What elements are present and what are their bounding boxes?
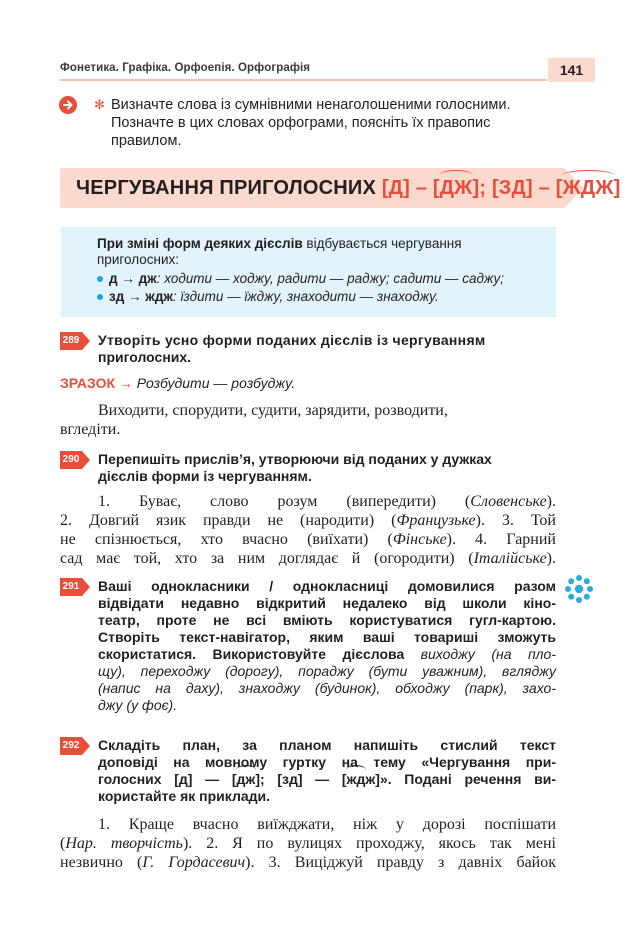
exercise-291-task: Ваші однокласники / однокласниці домовилися разом відвідати недавно відкритий недалеко від школи кіно- театр, проте не всі вміють користуватися гугл-картою. Створіть текст-навігатор, яким ваші товариші зможуть скористатися. Використовуйте дієслова виходжу (на пло- щу), переходжу (дорогу), пораджу (бути уважним), вгляджу (напис на даху), знаходжу (будинок), обходжу (парк), захо- джу (у фоє). [98,578,557,713]
exercise-292-sentences: 1. Краще вчасно виїжджати, ніж у дорозі поспішати (Нар. творчість). 2. Я по вулицях проходжу, якось так мені незвично (Г. Гордасевич). 3. Виціджуй правду з давніх байок [60,816,557,871]
exercise-289-words: Виходити, спорудити, судити, зарядити, розводити, вгледіти. [60,402,448,438]
sample-text: Розбудити — розбуджу. [136,375,296,391]
exercise-290-task: Перепишіть прислів’я, утворюючи від поданих у дужках дієслів форми із чергуванням. [98,451,492,484]
flower-icon [563,573,595,605]
arrow-right-icon [59,96,77,114]
title-main: ЧЕРГУВАННЯ ПРИГОЛОСНИХ [76,177,377,199]
rule-lead: При зміні форм деяких дієслів відбувається чергування [97,236,462,251]
intro-task-text: Визначте слова із сумнівними ненаголошеними голосними. Позначте в цих словах орфограми, поясніть їх правопис правилом. [111,97,511,149]
running-header: Фонетика. Графіка. Орфоепія. Орфографія [60,62,311,74]
rule-bullet-1: д → дж: ходити — ходжу, радити — раджу; садити — саджу; [97,270,504,288]
exercise-290-proverbs: 1. Буває, слово розум (випередити) (Словенське). 2. Довгий язик правди не (народити) (Французьке). 3. Той не спізнюється, хто вчасно (виїхати) (Фінське). 4. Гарний сад має той, хто за ним доглядає й (огородити) (Італійське). [60,493,556,567]
exercise-289-task: Утворіть усно форми поданих дієслів із чергуванням приголосних. [98,332,486,365]
exercise-number: 292 [62,740,80,751]
title-pair-1: [Д] – [ДЖ]; [381,177,487,199]
exercise-number: 290 [62,454,80,465]
sample-label: ЗРАЗОК [60,375,116,391]
title-pair-2: [ЗД] – [ЖДЖ] [491,177,621,199]
header-divider [60,79,547,81]
bullet-dot [97,294,103,300]
section-title [76,176,620,200]
exercise-number: 289 [62,335,80,346]
sample-arrow: → [118,375,133,391]
bullet-dot [97,276,103,282]
exercise-292-task: Складіть план, за планом напишіть стислий текст доповіді на мовному гуртку на тему «Чергування при- голосних [д] — [дж]; [зд] — [ждж]». Подані речення ви- користайте як приклади. [98,737,556,804]
sample-line [60,374,295,392]
page-number: 141 [548,58,595,82]
exercise-number: 291 [62,581,80,592]
asterisk-icon: ✻ [94,97,105,112]
rule-line-2: приголосних: [97,252,179,267]
rule-bullet-2: зд → ждж: їздити — їжджу, знаходити — знаходжу. [97,288,439,306]
